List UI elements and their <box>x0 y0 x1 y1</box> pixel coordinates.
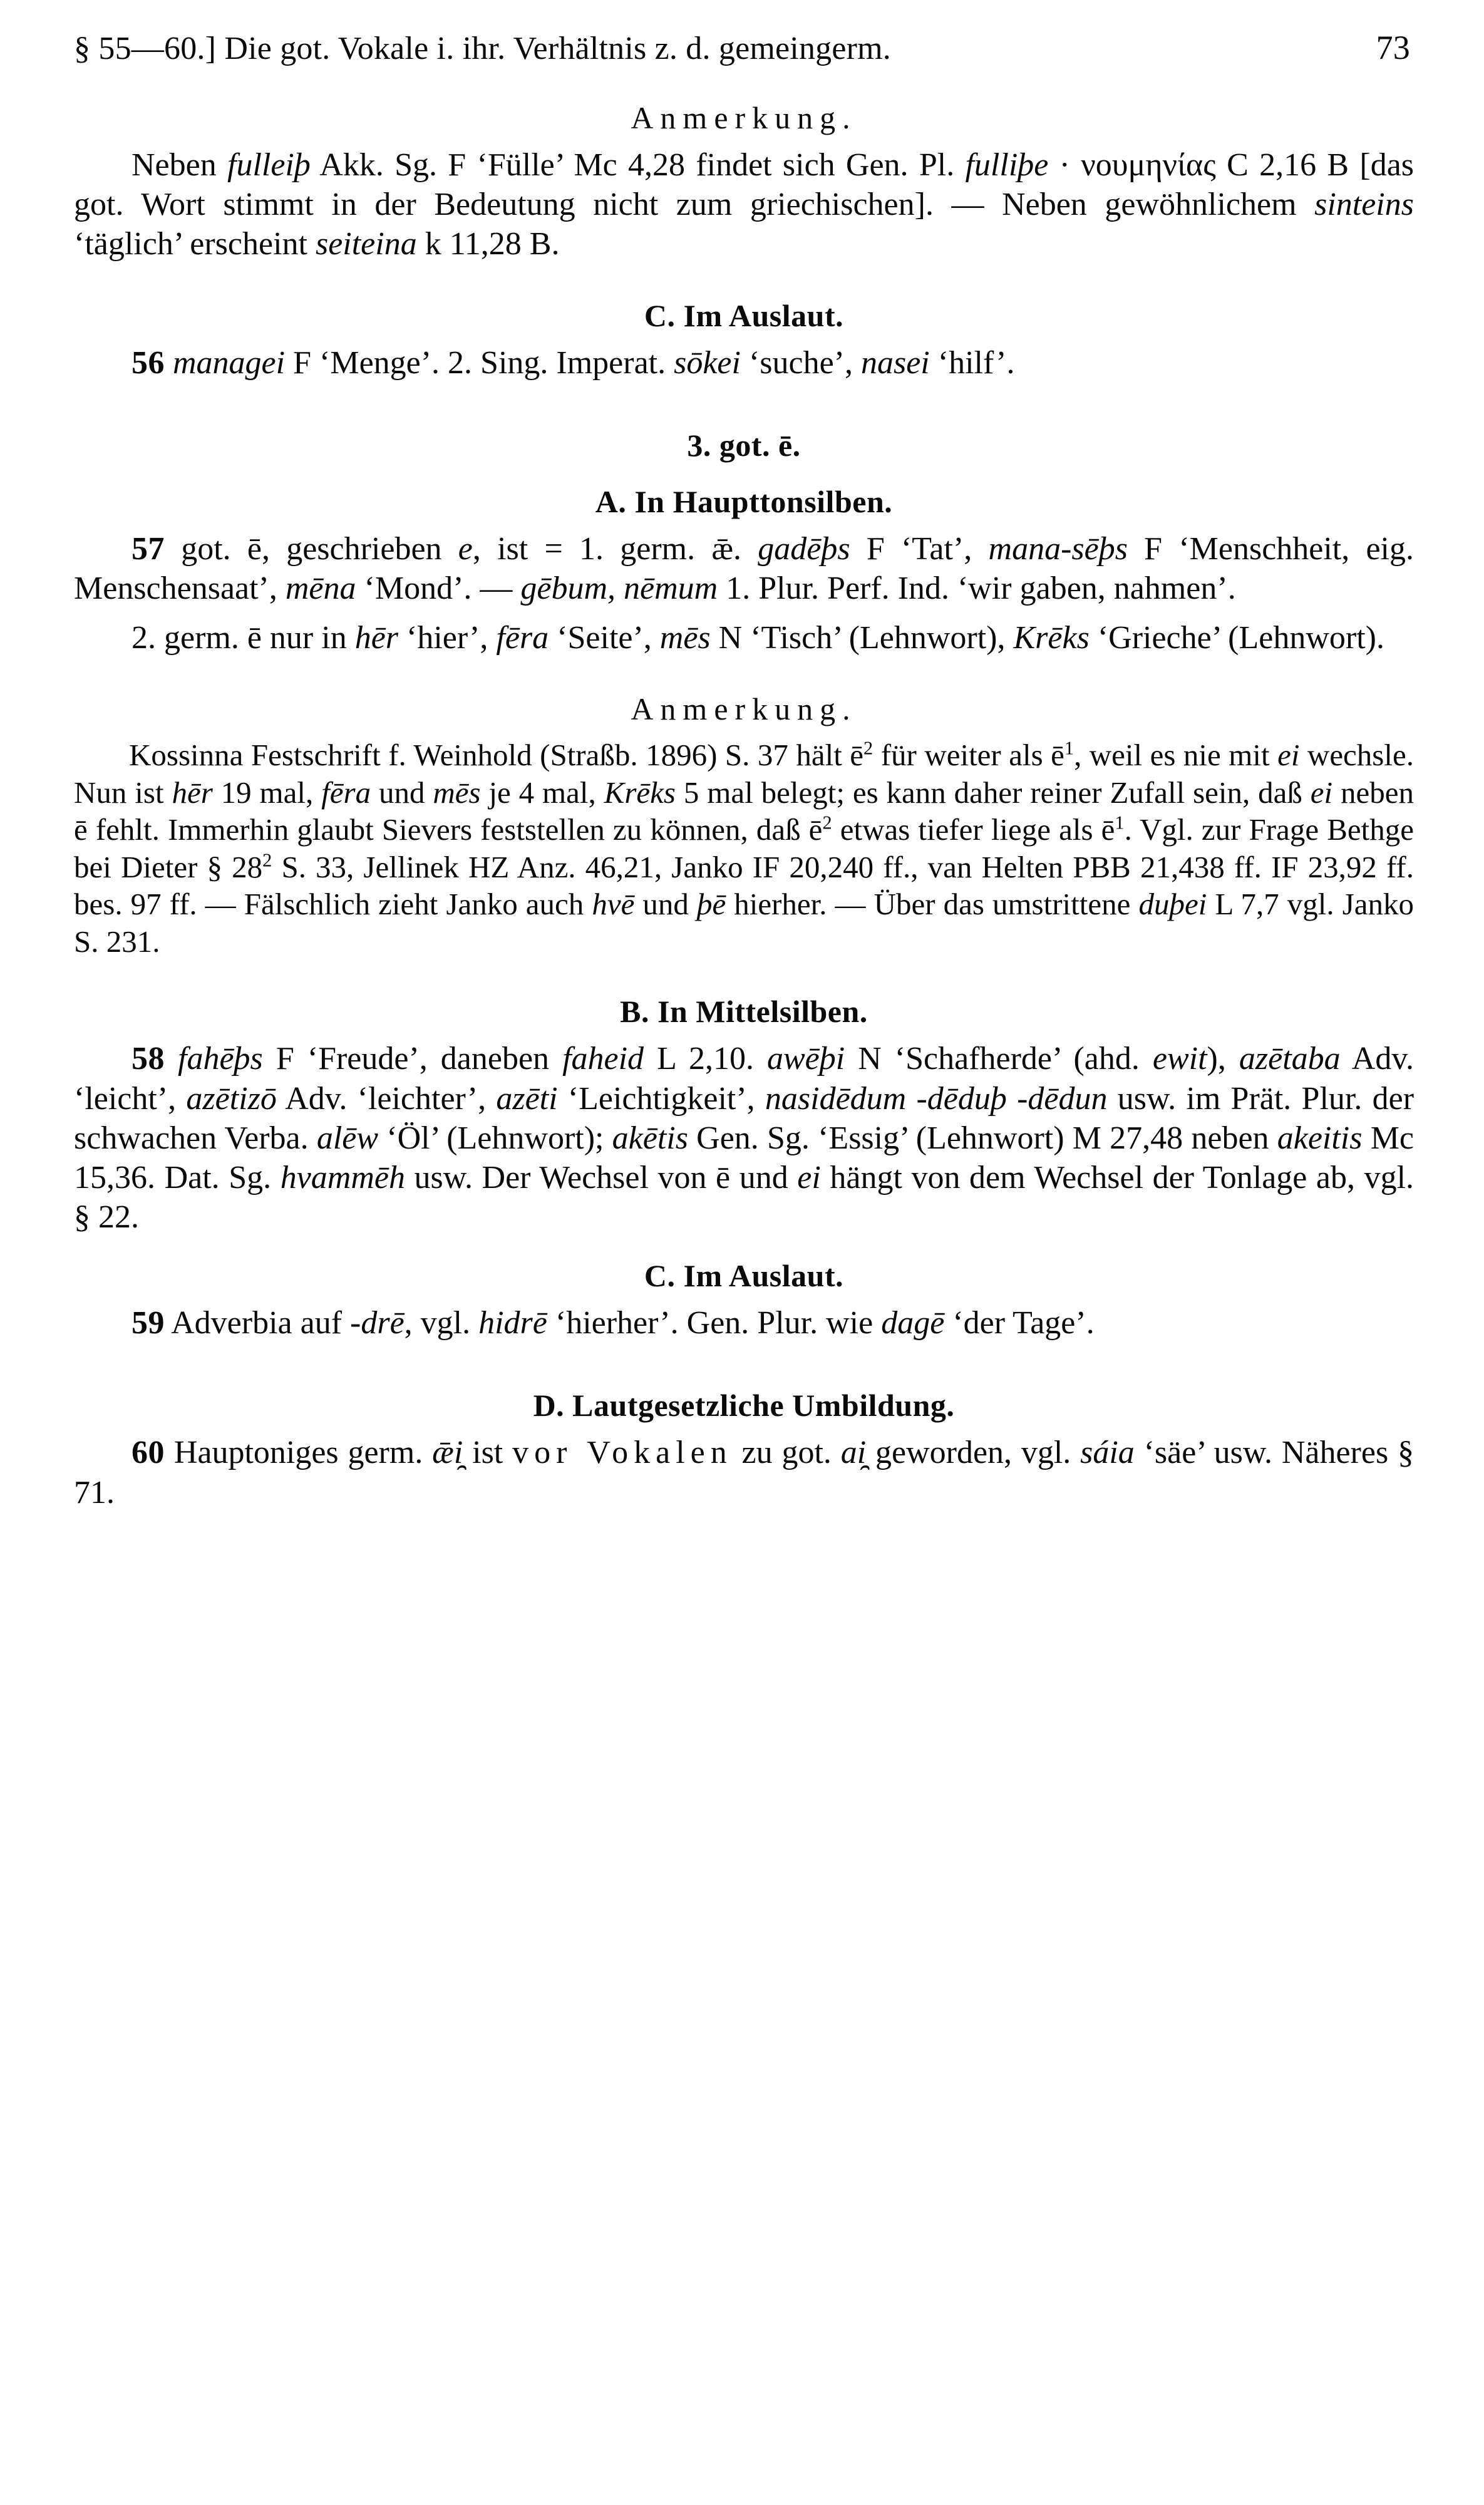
text: 19 mal, <box>212 775 322 810</box>
text: hierher. — Über das umstrittene <box>726 887 1139 922</box>
text: Kossinna Festschrift f. Weinhold (Straßb. 1896) S. 37 hält ē <box>129 738 864 773</box>
text: ), <box>1207 1041 1239 1077</box>
heading-d-lautgesetzliche-umbildung-label: D. Lautgesetzliche Umbildung. <box>533 1388 955 1423</box>
gothic-form: þē <box>696 887 726 922</box>
text <box>165 1041 178 1077</box>
heading-anmerkung-2-label: Anmerkung. <box>631 691 857 727</box>
text: 5 mal belegt; es kann daher reiner Zufall sein, daß <box>676 775 1311 810</box>
text: . Vgl. zur Frage Bethge bei Dieter § 28 <box>74 812 1414 884</box>
gothic-form: akeitis <box>1277 1120 1363 1156</box>
text <box>165 345 173 381</box>
text: etwas tiefer liege als ē <box>832 812 1115 847</box>
text: Adv. ‘leicht’, <box>74 1041 1414 1117</box>
gothic-form: fulleiþ <box>227 147 311 183</box>
text: usw. Der Wechsel von ē und <box>404 1159 798 1196</box>
gothic-form: sōkei <box>674 344 741 381</box>
section-number-60: 60 <box>131 1435 165 1471</box>
text-column <box>74 100 1414 1512</box>
paragraph-59 <box>74 1303 1414 1343</box>
heading-c-im-auslaut-1 <box>74 298 1414 333</box>
gothic-form: gēbum, nēmum <box>520 570 718 606</box>
section-number-57: 57 <box>131 530 165 567</box>
gothic-form: dagē <box>881 1305 945 1341</box>
text: ‘der Tage’. <box>944 1305 1095 1341</box>
gothic-form: nasei <box>860 344 930 381</box>
paragraph-anmerkung-57 <box>74 736 1414 960</box>
paragraph-57a <box>74 529 1414 608</box>
text: Hauptoniges germ. <box>165 1435 433 1471</box>
heading-anmerkung-1-label: Anmerkung. <box>631 100 857 135</box>
gothic-form: ewit <box>1152 1041 1207 1077</box>
section-number-56: 56 <box>131 344 165 381</box>
gothic-form: hēr <box>172 775 213 810</box>
text: Akk. Sg. F ‘Fülle’ Mc 4,28 findet sich Gen. Pl. <box>310 147 966 183</box>
gothic-form: hvammēh <box>280 1159 405 1196</box>
superscript-2: 2 <box>863 737 873 759</box>
gothic-form: fahēþs <box>178 1041 263 1077</box>
running-head <box>74 30 1414 74</box>
paragraph-57b <box>74 618 1414 658</box>
text: ‘säe’ usw. Näheres § 71. <box>74 1435 1414 1511</box>
text: wechsle. Nun ist <box>74 738 1414 810</box>
gothic-form: Krēks <box>604 775 676 810</box>
gothic-form: sáia <box>1080 1435 1135 1471</box>
text: L 2,10. <box>644 1041 767 1077</box>
gothic-form: azētaba <box>1239 1041 1341 1077</box>
heading-got-e-label: 3. got. ē. <box>687 427 801 463</box>
text: hängt von dem Wechsel der Tonlage ab, vgl. § 22. <box>74 1159 1414 1236</box>
heading-d-lautgesetzliche-umbildung <box>74 1388 1414 1423</box>
heading-anmerkung-2 <box>74 691 1414 726</box>
heading-c-im-auslaut-2 <box>74 1258 1414 1293</box>
text: Adv. ‘leichter’, <box>276 1080 497 1117</box>
heading-a-in-haupttonsilben <box>74 484 1414 519</box>
text: Gen. Sg. ‘Essig’ (Lehnwort) M 27,48 neben <box>688 1120 1277 1156</box>
text: Neben <box>131 147 227 183</box>
emphasis-spaced: vor Vokalen <box>512 1435 733 1471</box>
text: , weil es nie mit <box>1074 738 1278 773</box>
text: ‘hilf’. <box>929 344 1015 381</box>
text: · νουμηνίας C 2,16 B [das got. Wort stimmt in der Bedeutung nicht zum griechischen]. — Neben gewöhnlichem <box>74 147 1414 223</box>
heading-a-in-haupttonsilben-label: A. In Haupttonsilben. <box>595 483 893 519</box>
heading-b-in-mittelsilben-label: B. In Mittelsilben. <box>620 994 868 1030</box>
gothic-form: alēw <box>316 1120 379 1156</box>
text: , vgl. <box>404 1305 479 1341</box>
gothic-form: fēra <box>496 620 549 656</box>
gothic-form: hēr <box>354 620 399 656</box>
text: Adverbia auf - <box>165 1305 361 1341</box>
text: ‘Seite’, <box>549 620 660 656</box>
text: für weiter als ē <box>873 738 1064 773</box>
text: F ‘Menge’. 2. Sing. Imperat. <box>285 344 674 381</box>
text: ist <box>463 1435 513 1471</box>
paragraph-58 <box>74 1039 1414 1237</box>
gothic-form: mana-sēþs <box>988 530 1128 567</box>
gothic-form: managei <box>173 344 286 381</box>
gothic-form: drē <box>361 1305 404 1341</box>
text: geworden, vgl. <box>866 1435 1081 1471</box>
text: ‘hierher’. Gen. Plur. wie <box>547 1305 882 1341</box>
text: und <box>634 887 697 922</box>
text: zu got. <box>732 1435 841 1471</box>
gothic-form: ǣi̯ <box>432 1435 463 1471</box>
text: F ‘Freude’, daneben <box>262 1041 563 1077</box>
gothic-form: akētis <box>612 1120 688 1156</box>
gothic-form: ei <box>1277 738 1300 773</box>
text: ‘suche’, <box>740 344 861 381</box>
text: k 11,28 B. <box>416 226 560 262</box>
text: N ‘Tisch’ (Lehnwort), <box>710 620 1014 656</box>
heading-c-im-auslaut-2-label: C. Im Auslaut. <box>644 1258 844 1294</box>
text: ‘Öl’ (Lehnwort); <box>378 1120 612 1156</box>
text: N ‘Schafherde’ (ahd. <box>845 1041 1153 1077</box>
gothic-form: fēra <box>321 775 371 810</box>
gothic-form: azēti <box>496 1080 558 1117</box>
text: je 4 mal, <box>480 775 604 810</box>
text: ‘Grieche’ (Lehnwort). <box>1089 620 1384 656</box>
text: ‘täglich’ erscheint <box>74 226 316 262</box>
text: S. 33, Jellinek HZ Anz. 46,21, Janko IF 20,240 ff., van Helten PBB 21,438 ff. IF 23,92 ff. bes. 97 ff. — Fälschlich zieht Janko auch <box>74 849 1414 922</box>
superscript-1: 1 <box>1115 812 1125 834</box>
paragraph-56 <box>74 343 1414 383</box>
page-number: 73 <box>1376 29 1410 66</box>
paragraph-60 <box>74 1433 1414 1512</box>
running-head-title: § 55—60.] Die got. Vokale i. ihr. Verhältnis z. d. gemeingerm. <box>74 31 891 66</box>
text: neben ē fehlt. Immerhin glaubt Sievers feststellen zu können, daß ē <box>74 775 1414 847</box>
text: usw. im Prät. Plur. der schwachen Verba. <box>74 1080 1414 1156</box>
gothic-form: sinteins <box>1314 187 1414 223</box>
gothic-form: hvē <box>592 887 635 922</box>
text: ‘hier’, <box>398 620 497 656</box>
text: F ‘Menschheit, eig. Menschensaat’, <box>74 530 1414 606</box>
gothic-form: ai̯ <box>840 1435 867 1471</box>
gothic-form: fulliþe <box>965 147 1049 183</box>
text: Mc 15,36. Dat. Sg. <box>74 1120 1414 1196</box>
gothic-form: e <box>458 530 473 567</box>
gothic-form: ei <box>1310 775 1333 810</box>
gothic-form: azētizō <box>186 1080 277 1117</box>
gothic-form: Krēks <box>1013 620 1090 656</box>
superscript-2: 2 <box>262 849 272 871</box>
gothic-form: nasidēdum -dēduþ -dēdun <box>765 1080 1108 1117</box>
gothic-form: gadēþs <box>758 530 850 567</box>
gothic-form: mēs <box>659 620 711 656</box>
paragraph-anmerkung-55 <box>74 145 1414 264</box>
superscript-2: 2 <box>822 812 832 834</box>
text: , ist = 1. germ. ǣ. <box>472 530 758 567</box>
gothic-form: mēs <box>433 775 481 810</box>
text: 2. germ. ē nur in <box>131 620 355 656</box>
heading-c-im-auslaut-1-label: C. Im Auslaut. <box>644 297 844 333</box>
heading-anmerkung-1 <box>74 100 1414 135</box>
heading-b-in-mittelsilben <box>74 994 1414 1029</box>
text: ‘Mond’. — <box>356 570 521 606</box>
text: ‘Leichtigkeit’, <box>557 1080 765 1117</box>
gothic-form: faheid <box>562 1041 644 1077</box>
text: 1. Plur. Perf. Ind. ‘wir gaben, nahmen’. <box>718 570 1236 606</box>
text: got. ē, geschrieben <box>165 530 458 567</box>
gothic-form: seiteina <box>315 226 417 262</box>
text: L 7,7 vgl. Janko S. 231. <box>74 887 1414 959</box>
text: F ‘Tat’, <box>850 530 989 567</box>
section-number-59: 59 <box>131 1305 165 1341</box>
gothic-form: duþei <box>1138 887 1207 922</box>
text: und <box>371 775 433 810</box>
gothic-form: mēna <box>285 570 356 606</box>
gothic-form: awēþi <box>766 1041 845 1077</box>
heading-got-e <box>74 428 1414 463</box>
section-number-58: 58 <box>131 1041 165 1077</box>
gothic-form: ei <box>797 1159 821 1196</box>
gothic-form: hidrē <box>478 1305 547 1341</box>
superscript-1: 1 <box>1064 737 1074 759</box>
